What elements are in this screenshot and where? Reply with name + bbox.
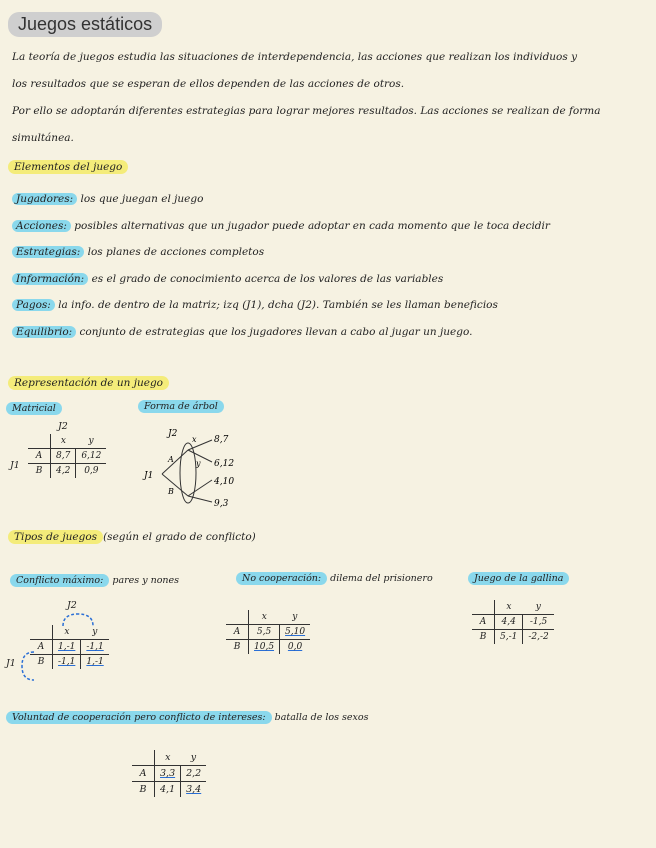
elementos-heading: Elementos del juego <box>8 154 128 181</box>
col-header: x <box>495 600 523 615</box>
page-title: Juegos estáticos <box>8 12 162 37</box>
matricial-player-left: J1 <box>10 460 20 471</box>
row-header: A <box>28 449 51 464</box>
elemento-acciones: Acciones: posibles alternativas que un jugador puede adoptar en cada momento que le toca decidir <box>12 213 648 240</box>
payoff-cell: 4,2 <box>51 464 76 479</box>
tree-payoff: 9,3 <box>214 499 229 509</box>
payoff-cell: 3,3 <box>155 766 181 782</box>
matricial-player-top: J2 <box>58 421 68 432</box>
row-header: A <box>132 766 155 782</box>
payoff-cell: 8,7 <box>51 449 76 464</box>
payoff-cell: 4,1 <box>155 782 181 798</box>
col-header: y <box>81 625 109 640</box>
payoff-cell: 0,9 <box>84 466 99 476</box>
tree-payoff: 6,12 <box>214 459 235 469</box>
elemento-informacion: Información: es el grado de conocimiento acerca de los valores de las variables <box>12 266 648 293</box>
row-header: A <box>226 625 249 640</box>
row-header: B <box>472 630 495 645</box>
payoff-cell: 3,4 <box>186 784 202 795</box>
voluntad-table <box>132 750 206 797</box>
game-tree-diagram <box>140 420 260 515</box>
representacion-heading: Representación de un juego <box>8 370 169 397</box>
tree-j1: J1 <box>144 471 154 481</box>
nocoop-table <box>226 610 310 654</box>
intro-line-1: La teoría de juegos estudia las situaciones de interdependencia, las acciones que realizan los individuos y <box>12 51 578 63</box>
conflicto-table <box>30 625 109 669</box>
row-header: A <box>30 640 53 655</box>
elemento-pagos: Pagos: la info. de dentro de la matriz; izq (J1), dcha (J2). También se les llaman beneficios <box>12 292 648 319</box>
col-header: y <box>280 610 311 625</box>
voluntad-label: Voluntad de cooperación pero conflicto de intereses: batalla de los sexos <box>6 712 368 723</box>
col-header: x <box>155 750 181 766</box>
tree-y: y <box>196 459 201 468</box>
payoff-cell: 1,-1 <box>53 640 81 655</box>
tree-branch-a: A <box>168 455 174 464</box>
payoff-cell: 5,-1 <box>495 630 523 645</box>
arbol-label: Forma de árbol <box>138 401 224 412</box>
conflicto-label: Conflicto máximo: pares y nones <box>10 575 179 586</box>
payoff-cell: 4,4 <box>495 615 523 630</box>
conflicto-player-top: J2 <box>67 600 77 611</box>
row-header: B <box>28 464 51 479</box>
matricial-label: Matricial <box>6 403 62 414</box>
elemento-equilibrio: Equilibrio: conjunto de estrategias que los jugadores llevan a cabo al jugar un juego. <box>12 319 648 346</box>
payoff-cell: -2,-2 <box>528 632 549 642</box>
col-header: x <box>51 434 76 449</box>
col-header: y <box>181 750 207 766</box>
payoff-cell: -1,5 <box>523 615 554 630</box>
payoff-cell: 6,12 <box>76 449 107 464</box>
payoff-cell: -1,1 <box>53 655 81 670</box>
payoff-cell: 1,-1 <box>86 657 104 667</box>
intro-line-2: los resultados que se esperan de ellos dependen de las acciones de otros. <box>12 78 405 90</box>
elemento-estrategias: Estrategias: los planes de acciones completos <box>12 239 648 266</box>
elemento-jugadores: Jugadores: los que juegan el juego <box>12 186 648 213</box>
payoff-cell: 5,10 <box>280 625 311 640</box>
payoff-cell: 10,5 <box>249 640 280 655</box>
intro-paragraph <box>12 44 648 152</box>
col-header: y <box>523 600 554 615</box>
tree-payoff: 8,7 <box>214 435 229 445</box>
row-header: B <box>226 640 249 655</box>
payoff-cell: 0,0 <box>287 642 303 652</box>
payoff-cell: 2,2 <box>181 766 207 782</box>
nocoop-label: No cooperación: dilema del prisionero <box>236 573 433 584</box>
intro-line-3: Por ello se adoptarán diferentes estrategias para lograr mejores resultados. Las acciones se realizan de forma <box>12 105 601 117</box>
tree-payoff: 4,10 <box>214 477 235 487</box>
row-header: B <box>30 655 53 670</box>
elementos-list <box>12 186 648 345</box>
conflicto-player-left: J1 <box>6 658 16 669</box>
col-header: y <box>76 434 107 449</box>
matricial-table <box>28 434 106 478</box>
tipos-heading: Tipos de juegos (según el grado de conflicto) <box>8 524 256 551</box>
tree-j2: J2 <box>168 429 178 439</box>
col-header: x <box>249 610 280 625</box>
gallina-label: Juego de la gallina <box>468 573 569 584</box>
col-header: x <box>53 625 81 640</box>
payoff-cell: 5,5 <box>249 625 280 640</box>
payoff-cell: -1,1 <box>81 640 109 655</box>
tree-x: x <box>192 435 197 444</box>
row-header: A <box>472 615 495 630</box>
intro-line-4: simultánea. <box>12 132 74 144</box>
gallina-table <box>472 600 554 644</box>
tree-branch-b: B <box>168 487 174 496</box>
row-header: B <box>132 782 155 798</box>
